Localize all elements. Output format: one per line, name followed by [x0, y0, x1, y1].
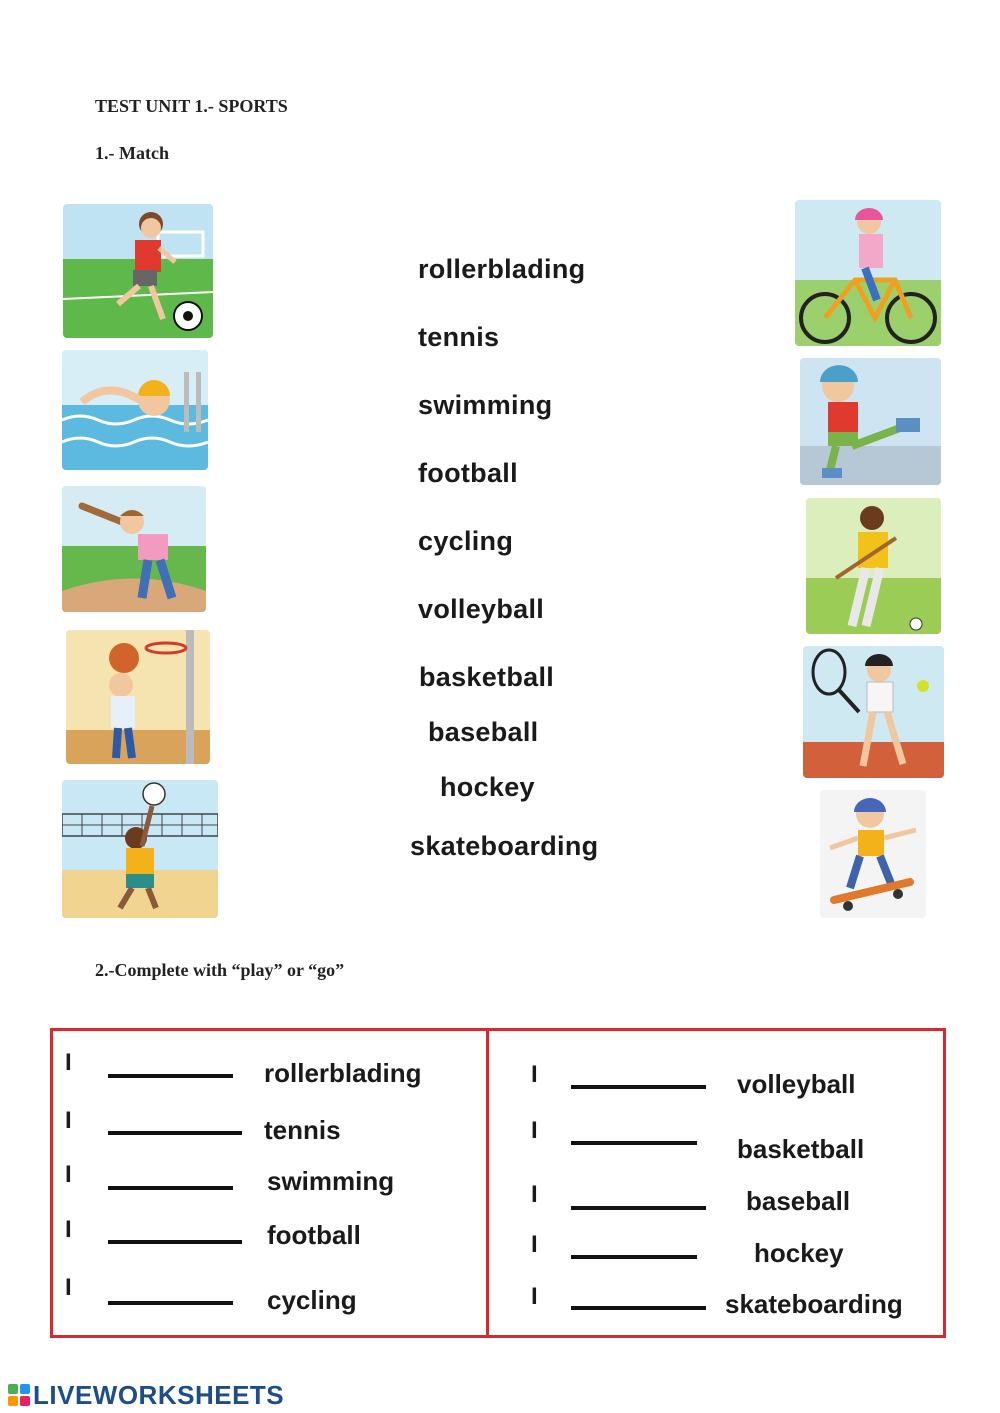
- match-word-football: football: [418, 458, 518, 488]
- skateboarding-icon: [820, 790, 926, 918]
- complete-word-hockey: hockey: [754, 1238, 844, 1268]
- pronoun: I: [65, 1274, 72, 1301]
- complete-word-swimming: swimming: [267, 1166, 395, 1196]
- exercise-2-heading: 2.-Complete with “play” or “go”: [95, 960, 345, 980]
- pronoun: I: [531, 1231, 538, 1258]
- box-divider: [486, 1031, 489, 1335]
- answer-blank[interactable]: [571, 1255, 697, 1259]
- answer-blank[interactable]: [571, 1141, 697, 1145]
- complete-box: [50, 1028, 946, 1338]
- match-word-rollerblading: rollerblading: [418, 254, 586, 284]
- answer-blank[interactable]: [108, 1074, 233, 1078]
- pronoun: I: [531, 1061, 538, 1088]
- swimming-icon: [62, 350, 208, 470]
- match-word-tennis: tennis: [418, 322, 500, 352]
- worksheet-title: TEST UNIT 1.- SPORTS: [95, 96, 288, 116]
- complete-word-basketball: basketball: [737, 1134, 865, 1164]
- logo-mark-icon: [8, 1384, 30, 1406]
- match-word-volleyball: volleyball: [418, 594, 545, 624]
- cycling-icon: [795, 200, 941, 346]
- baseball-icon: [62, 486, 206, 612]
- football-icon: [63, 204, 213, 338]
- match-word-hockey: hockey: [440, 772, 535, 802]
- complete-word-rollerblading: rollerblading: [264, 1058, 422, 1088]
- pronoun: I: [65, 1161, 72, 1188]
- brand-name: LIVEWORKSHEETS: [33, 1379, 285, 1410]
- hockey-icon: [806, 498, 941, 634]
- match-word-basketball: basketball: [419, 662, 555, 692]
- rollerblading-icon: [800, 358, 941, 485]
- pronoun: I: [531, 1117, 538, 1144]
- volleyball-icon: [62, 780, 218, 918]
- match-word-baseball: baseball: [428, 717, 539, 747]
- exercise-1-heading: 1.- Match: [95, 143, 169, 163]
- pronoun: I: [531, 1283, 538, 1310]
- answer-blank[interactable]: [108, 1301, 233, 1305]
- match-word-skateboarding: skateboarding: [410, 831, 599, 861]
- complete-word-volleyball: volleyball: [737, 1069, 856, 1099]
- answer-blank[interactable]: [571, 1085, 706, 1089]
- complete-word-tennis: tennis: [264, 1115, 341, 1145]
- answer-blank[interactable]: [108, 1240, 242, 1244]
- match-word-cycling: cycling: [418, 526, 514, 556]
- answer-blank[interactable]: [108, 1186, 233, 1190]
- complete-word-baseball: baseball: [746, 1186, 851, 1216]
- match-word-swimming: swimming: [418, 390, 553, 420]
- basketball-icon: [66, 630, 210, 764]
- tennis-icon: [803, 646, 944, 778]
- complete-word-football: football: [267, 1220, 361, 1250]
- answer-blank[interactable]: [108, 1131, 242, 1135]
- pronoun: I: [65, 1049, 72, 1076]
- pronoun: I: [65, 1216, 72, 1243]
- pronoun: I: [531, 1181, 538, 1208]
- complete-word-cycling: cycling: [267, 1285, 357, 1315]
- liveworksheets-logo: [8, 1380, 284, 1410]
- pronoun: I: [65, 1107, 72, 1134]
- complete-word-skateboarding: skateboarding: [725, 1289, 903, 1319]
- answer-blank[interactable]: [571, 1206, 706, 1210]
- answer-blank[interactable]: [571, 1306, 706, 1310]
